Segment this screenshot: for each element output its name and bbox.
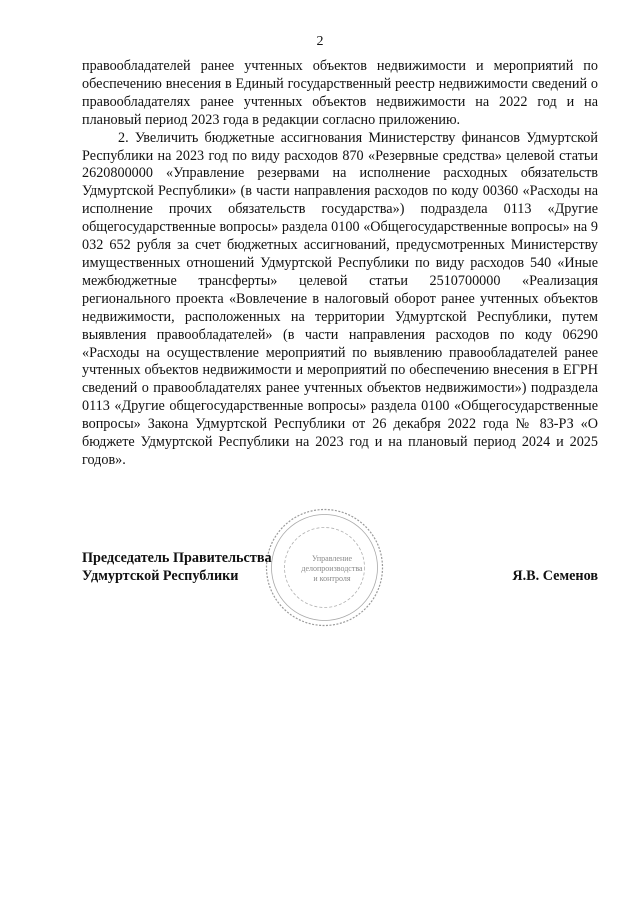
stamp-text-1: Управление (311, 554, 353, 563)
signatory-title-line1: Председатель Правительства (82, 550, 272, 566)
signatory-title (82, 549, 272, 585)
page-number: 2 (316, 34, 324, 49)
document-body (82, 58, 598, 470)
stamp-text-2: делопроизводства (301, 564, 363, 573)
signatory-name: Я.В. Семенов (512, 568, 598, 584)
signatory-title-line2: Удмуртской Республики (82, 568, 239, 584)
paragraph-item-2: 2. Увеличить бюджетные ассигнования Министерству финансов Удмуртской Республики на 2023 год по виду расходов 870 «Резервные средства» целевой статьи 2620800000 «Управление резервами на исполнение расходных обязательств Удмуртской Республики» (в части направления расходов по коду 00360 «Расходы на исполнение прочих обязательств государства») подраздела 0113 «Другие общегосударственные вопросы» раздела 0100 «Общегосударственные вопросы» на 9 032 652 рубля за счет бюджетных ассигнований, предусмотренных Министерству имущественных отношений Удмуртской Республики по виду расходов 540 «Иные межбюджетные трансферты» целевой статьи 2510700000 «Реализация регионального проекта «Вовлечение в налоговый оборот ранее учтенных объектов недвижимости, расположенных на территории Удмуртской Республики, путем выявления правообладателей» (в части направления расходов по коду 06290 «Расходы на осуществление мероприятий по выявлению правообладателей ранее учтенных объектов недвижимости и мероприятий по обеспечению внесения в ЕГРН сведений о правообладателях ранее учтенных объектов недвижимости») подраздела 0113 «Другие общегосударственные вопросы» раздела 0100 «Общегосударственные вопросы» Закона Удмуртской Республики от 26 декабря 2022 года № 83-РЗ «О бюджете Удмуртской Республики на 2023 год и на плановый период 2024 и 2025 годов». (82, 129, 598, 468)
signature-block (82, 549, 598, 609)
stamp-text-3: и контроля (313, 574, 351, 583)
paragraph-continuation: правообладателей ранее учтенных объектов недвижимости и мероприятий по обеспечению внесения в Единый государственный реестр недвижимости сведений о правообладателях ранее учтенных объектов недвижимости на 2022 год и на плановый период 2023 года в редакции согласно приложению. (82, 58, 598, 128)
